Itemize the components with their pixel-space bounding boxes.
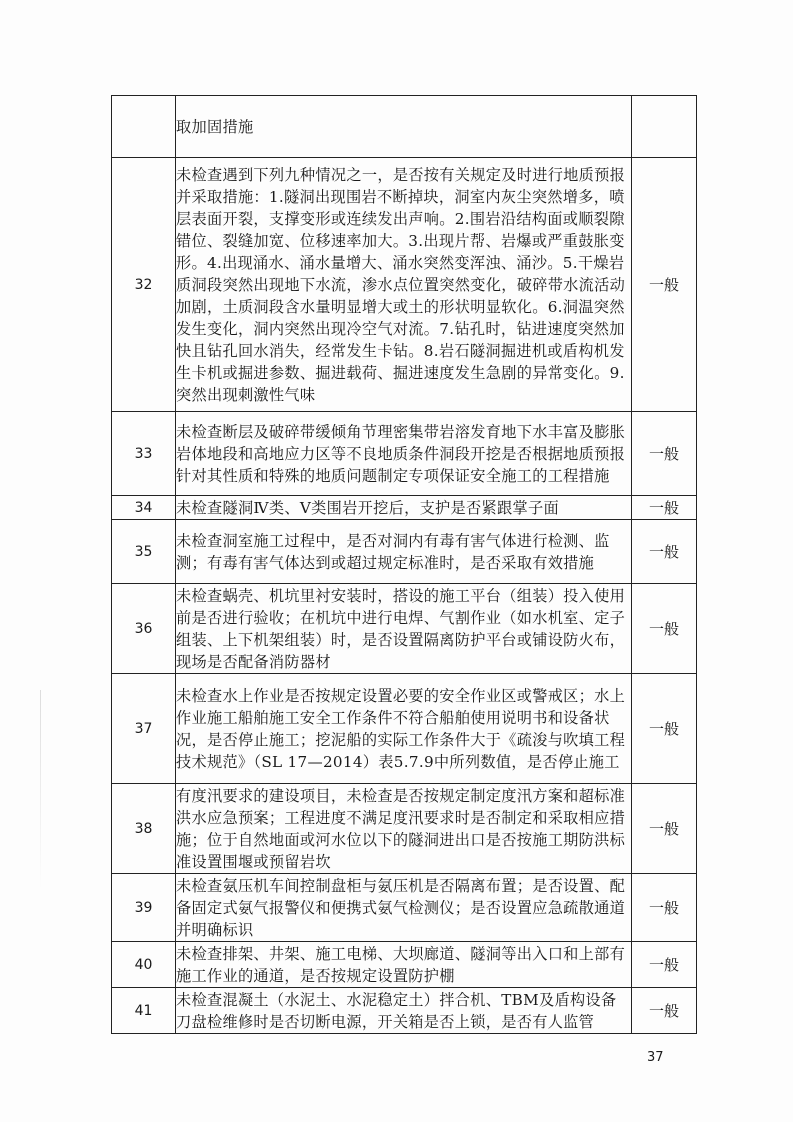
row-level: 一般: [632, 874, 697, 942]
row-content-text: 未检查蜗壳、机坑里衬安装时，搭设的施工平台（组装）投入使用前是否进行验收；在机坑中进行电焊、气割作业（如水机室、定子组装、上下机架组装）时，是否设置隔离防护平台或铺设防火布，现场是否配备消防器材: [176, 587, 626, 671]
table-row: [112, 158, 697, 412]
row-content: [176, 988, 632, 1034]
page-number: 37: [647, 1050, 664, 1065]
row-number: 37: [112, 674, 176, 784]
row-level: 一般: [632, 988, 697, 1034]
row-content: [176, 874, 632, 942]
row-level: 一般: [632, 784, 697, 874]
row-number: 38: [112, 784, 176, 874]
table-row: [112, 96, 697, 158]
row-content-text: 未检查混凝土（水泥土、水泥稳定土）拌合机、TBM及盾构设备刀盘检维修时是否切断电源，开关箱是否上锁，是否有人监管: [176, 991, 617, 1031]
row-content: [176, 784, 632, 874]
row-level: 一般: [632, 942, 697, 988]
row-content: [176, 158, 632, 412]
row-content-text: 有度汛要求的建设项目，未检查是否按规定制定度汛方案和超标准洪水应急预案；工程进度不满足度汛要求时是否制定和采取相应措施；位于自然地面或河水位以下的隧洞进出口是否按施工期防洪标准设置围堰或预留岩坎: [176, 787, 626, 871]
row-level: 一般: [632, 496, 697, 520]
table-row: [112, 874, 697, 942]
row-content-text: 未检查洞室施工过程中，是否对洞内有毒有害气体进行检测、监测；有毒有害气体达到或超过规定标准时，是否采取有效措施: [176, 532, 610, 572]
row-number: 41: [112, 988, 176, 1034]
row-number: 34: [112, 496, 176, 520]
row-level: [632, 96, 697, 158]
row-content-text: 未检查隧洞Ⅳ类、Ⅴ类围岩开挖后，支护是否紧跟掌子面: [176, 499, 559, 517]
row-level: 一般: [632, 158, 697, 412]
table-row: [112, 496, 697, 520]
row-content: [176, 412, 632, 496]
row-content: [176, 96, 632, 158]
table-row: [112, 584, 697, 674]
row-level: 一般: [632, 584, 697, 674]
table-row: [112, 988, 697, 1034]
row-level: 一般: [632, 520, 697, 584]
inspection-table: [111, 95, 697, 1034]
row-content-text: 未检查断层及破碎带缓倾角节理密集带岩溶发育地下水丰富及膨胀岩体地段和高地应力区等不良地质条件洞段开挖是否根据地质预报针对其性质和特殊的地质问题制定专项保证安全施工的工程措施: [176, 423, 626, 485]
row-level: 一般: [632, 674, 697, 784]
row-content-text: 未检查氨压机车间控制盘柜与氨压机是否隔离布置；是否设置、配备固定式氨气报警仪和便携式氨气检测仪；是否设置应急疏散通道并明确标识: [176, 877, 626, 939]
table-row: [112, 674, 697, 784]
row-content: [176, 674, 632, 784]
row-number: 39: [112, 874, 176, 942]
table-row: [112, 520, 697, 584]
table-row: [112, 412, 697, 496]
row-content: [176, 942, 632, 988]
row-content-text: 取加固措施: [176, 118, 254, 136]
row-level: 一般: [632, 412, 697, 496]
row-content-text: 未检查排架、井架、施工电梯、大坝廊道、隧洞等出入口和上部有施工作业的通道，是否按规定设置防护棚: [176, 945, 626, 985]
row-number: 32: [112, 158, 176, 412]
table-row: [112, 784, 697, 874]
row-number: 36: [112, 584, 176, 674]
row-number: [112, 96, 176, 158]
scan-artifact-line: [40, 690, 41, 890]
row-content: [176, 520, 632, 584]
row-number: 33: [112, 412, 176, 496]
row-content-text: 未检查水上作业是否按规定设置必要的安全作业区或警戒区；水上作业施工船舶施工安全工作条件不符合船舶使用说明书和设备状况，是否停止施工；挖泥船的实际工作条件大于《疏浚与吹填工程技术规范》（SL 17—2014）表5.7.9中所列数值，是否停止施工: [176, 687, 626, 771]
table-row: [112, 942, 697, 988]
row-content-text: 未检查遇到下列九种情况之一，是否按有关规定及时进行地质预报并采取措施：1.隧洞出现围岩不断掉块，洞室内灰尘突然增多，喷层表面开裂，支撑变形或连续发出声响。2.围岩沿结构面或顺裂隙错位、裂缝加宽、位移速率加大。3.出现片帮、岩爆或严重鼓胀变形。4.出现涌水、涌水量增大、涌水突然变浑浊、涌沙。5.干燥岩质洞段突然出现地下水流，渗水点位置突然变化，破碎带水流活动加剧，土质洞段含水量明显增大或土的形状明显软化。6.洞温突然发生变化，洞内突然出现冷空气对流。7.钻孔时，钻进速度突然加快且钻孔回水消失，经常发生卡钻。8.岩石隧洞掘进机或盾构机发生卡机或掘进参数、掘进载荷、掘进速度发生急剧的异常变化。9.突然出现刺激性气味: [176, 166, 626, 404]
row-content: [176, 496, 632, 520]
row-number: 40: [112, 942, 176, 988]
row-number: 35: [112, 520, 176, 584]
row-content: [176, 584, 632, 674]
